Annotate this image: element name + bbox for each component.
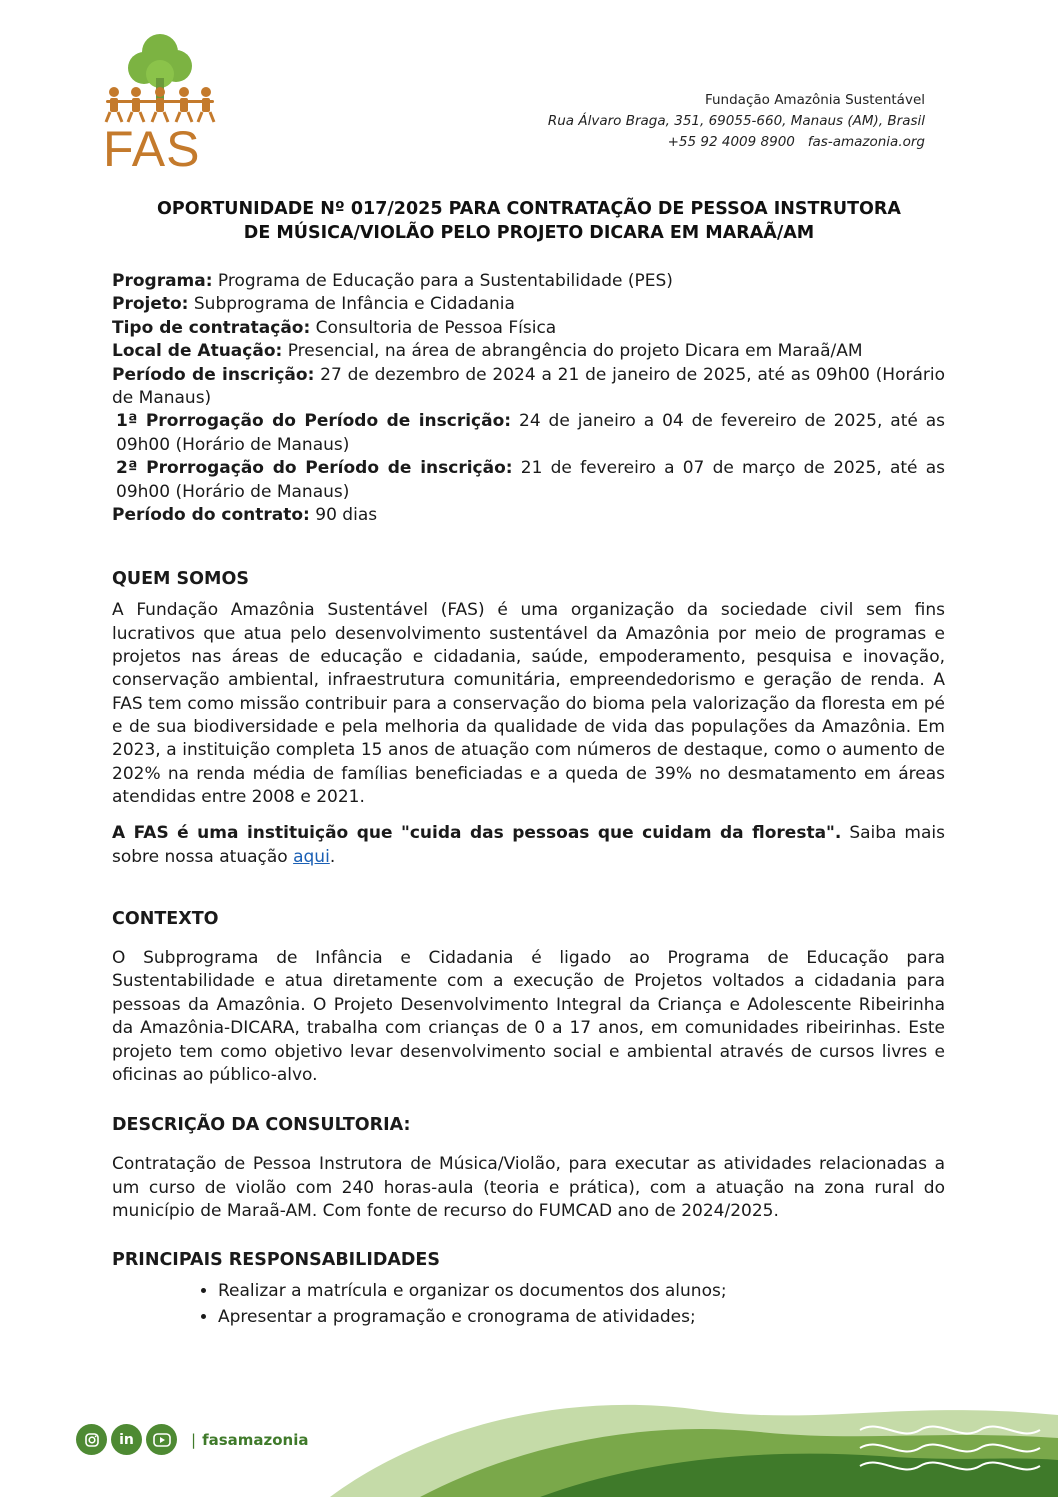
heading-contexto: CONTEXTO bbox=[112, 908, 219, 929]
meta-local: Local de Atuação: Presencial, na área de abrangência do projeto Dicara em Maraã/AM bbox=[112, 341, 863, 362]
youtube-icon[interactable] bbox=[146, 1424, 177, 1455]
linkedin-icon[interactable]: in bbox=[111, 1424, 142, 1455]
title-line-1: OPORTUNIDADE Nº 017/2025 PARA CONTRATAÇÃO DE PESSOA INSTRUTORA bbox=[157, 199, 901, 219]
meta-periodo-contrato: Período do contrato: 90 dias bbox=[112, 505, 378, 526]
title-line-2: DE MÚSICA/VIOLÃO PELO PROJETO DICARA EM MARAÃ/AM bbox=[243, 223, 815, 243]
social-footer bbox=[76, 1424, 309, 1455]
responsabilidades-list bbox=[112, 1278, 945, 1330]
instagram-icon[interactable] bbox=[76, 1424, 107, 1455]
document-title bbox=[112, 197, 946, 245]
org-name: Fundação Amazônia Sustentável bbox=[704, 92, 925, 108]
aqui-link[interactable]: aqui bbox=[293, 846, 330, 867]
meta-periodo-inscricao: Período de inscrição: 27 de dezembro de 2024 a 21 de janeiro de 2025, até as 09h00 (Horário de Manaus) bbox=[112, 364, 945, 409]
org-address: Rua Álvaro Braga, 351, 69055-660, Manaus (AM), Brasil bbox=[547, 113, 925, 129]
meta-projeto: Projeto: Subprograma de Infância e Cidadania bbox=[112, 294, 515, 315]
meta-prorrogacao-2: 2ª Prorrogação do Período de inscrição: 21 de fevereiro a 07 de março de 2025, até as 09h00 (Horário de Manaus) bbox=[116, 458, 945, 502]
descricao-paragraph: Contratação de Pessoa Instrutora de Música/Violão, para executar as atividades relacionadas a um curso de violão com 240 horas-aula (teoria e prática), com a atuação na zona rural do município de Maraã-AM. Com fonte de recurso do FUMCAD ano de 2024/2025. bbox=[112, 1154, 945, 1222]
org-contact bbox=[548, 132, 925, 153]
org-site[interactable]: fas-amazonia.org bbox=[807, 134, 925, 150]
heading-descricao: DESCRIÇÃO DA CONSULTORIA: bbox=[112, 1115, 411, 1136]
heading-quem-somos: QUEM SOMOS bbox=[112, 569, 249, 590]
people-chain-icon bbox=[106, 87, 214, 122]
document-body bbox=[112, 270, 945, 1330]
org-phone: +55 92 4009 8900 bbox=[667, 134, 795, 150]
org-header bbox=[548, 90, 925, 153]
logo-text: FAS bbox=[103, 121, 201, 177]
social-handle[interactable]: | fasamazonia bbox=[191, 1430, 309, 1449]
meta-tipo: Tipo de contratação: Consultoria de Pessoa Física bbox=[112, 317, 557, 338]
quem-somos-paragraph: A Fundação Amazônia Sustentável (FAS) é uma organização da sociedade civil sem fins lucrativos que atua pelo desenvolvimento sustentável da Amazônia por meio de programas e projetos nas áreas de educação e cidadania, saúde, empoderamento, pesquisa e inovação, conservação ambiental, infraestrutura comunitária, empreendedorismo e geração de renda. A FAS tem como missão contribuir para a conservação do bioma pela valorização da floresta em pé e de sua biodiversidade e pela melhoria da qualidade de vida das populações da Amazônia. Em 2023, a instituição completa 15 anos de atuação com números de destaque, como o aumento de 202% na renda média de famílias beneficiadas e a queda de 39% no desmatamento em áreas atendidas entre 2008 e 2021. bbox=[112, 600, 945, 807]
list-item: • Realizar a matrícula e organizar os documentos dos alunos; bbox=[218, 1278, 945, 1304]
fas-tagline: A FAS é uma instituição que "cuida das pessoas que cuidam da floresta". Saiba mais sobre nossa atuação aqui. bbox=[112, 823, 945, 867]
list-item: • Apresentar a programação e cronograma de atividades; bbox=[218, 1304, 945, 1330]
meta-prorrogacao-1: 1ª Prorrogação do Período de inscrição: 24 de janeiro a 04 de fevereiro de 2025, até as 09h00 (Horário de Manaus) bbox=[116, 411, 946, 455]
meta-programa: Programa: Programa de Educação para a Sustentabilidade (PES) bbox=[112, 271, 673, 291]
heading-responsabilidades: PRINCIPAIS RESPONSABILIDADES bbox=[112, 1249, 440, 1270]
meta-list bbox=[112, 270, 945, 527]
contexto-paragraph: O Subprograma de Infância e Cidadania é ligado ao Programa de Educação para Sustentabilidade e atua diretamente com a execução de Projetos voltados a cidadania para pessoas da Amazônia. O Projeto Desenvolvimento Integral da Criança e Adolescente Ribeirinha da Amazônia-DICARA, trabalha com crianças de 0 a 17 anos, em comunidades ribeirinhas. Este projeto tem como objetivo levar desenvolvimento social e ambiental através de cursos livres e oficinas ao público-alvo. bbox=[112, 947, 945, 1085]
